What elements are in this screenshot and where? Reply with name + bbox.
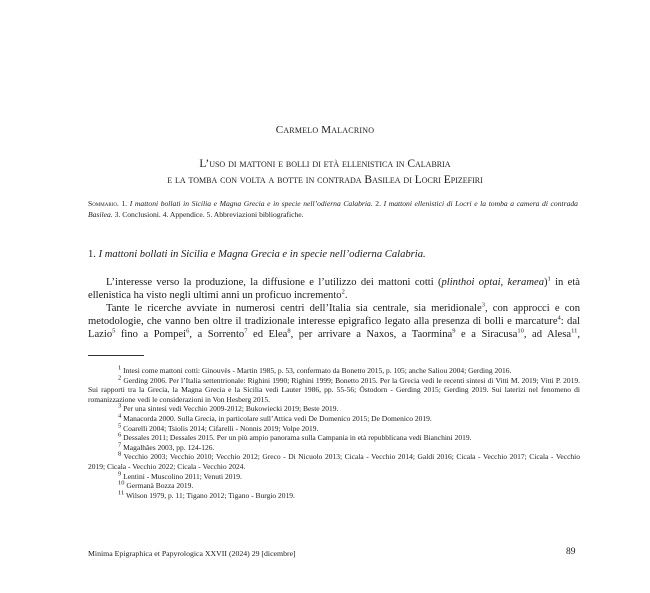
text-run: in età ellenistica ha visto negli ultimi anni un proficuo incremento <box>88 277 581 301</box>
footnote-number: 3 <box>118 402 122 410</box>
footnote-ref[interactable]: 3 <box>481 301 485 309</box>
text-run: , per arrivare a Naxos, a Taormina <box>290 329 453 340</box>
paragraph-2 <box>88 302 580 341</box>
footnote-ref[interactable]: 2 <box>341 288 345 296</box>
text-run: ed Elea <box>247 329 288 340</box>
footnote-text: Wilson 1979, p. 11; Tigano 2012; Tigano - Burgio 2019. <box>126 490 295 500</box>
footnote <box>88 472 580 482</box>
text-run: , <box>577 329 581 340</box>
footnote-ref[interactable]: 4 <box>557 314 561 322</box>
footnote-separator <box>88 355 144 356</box>
footnote-text: Dessales 2011; Dessales 2015. Per un più ampio panorama sulla Campania in età repubblicana vedi Bianchini 2019. <box>123 433 472 443</box>
text-run: ) <box>544 277 548 288</box>
paragraph-1 <box>88 276 580 302</box>
footnote-ref[interactable]: 11 <box>571 327 578 335</box>
summary <box>88 198 578 220</box>
footnote-number: 1 <box>118 364 122 372</box>
text-run: : dal Lazio <box>88 316 580 340</box>
footnote-ref[interactable]: 8 <box>287 327 291 335</box>
footnote-ref[interactable]: 7 <box>244 327 248 335</box>
summary-section-1: I mattoni bollati in Sicilia e Magna Grecia e in specie nell’odierna Calabria. <box>129 199 373 208</box>
footnote <box>88 452 580 471</box>
footnote-number: 8 <box>118 450 122 458</box>
text-run: fino a Pompei <box>115 329 187 340</box>
footnote-text: Per una sintesi vedi Vecchio 2009-2012; Bukowiecki 2019; Beste 2019. <box>123 404 339 414</box>
text-run: L’interesse verso la produzione, la diffusione e l’utilizzo dei mattoni cotti ( <box>106 277 442 288</box>
text-run: . <box>344 290 348 301</box>
footnote-number: 11 <box>118 489 125 497</box>
footnote-number: 6 <box>118 431 122 439</box>
summary-label: Sommario. <box>88 199 119 208</box>
footnote-text: Gerding 2006. Per l’Italia settentrionale: Righini 1990; Righini 1999; Bonetto 2015. Per la Grecia vedi le recenti sintesi di Vitti M. 2019; Vitti P. 2019. Sui rapporti tra la Grecia, la Magna Grecia e la Sicilia vedi Lauter 1986, pp. 55-56; Östodorn - Gerding 2015; Gerding 2019. Sui laterizi nel fenomeno di romanizzazione vedi le considerazioni in Von Hesberg 2015. <box>88 375 581 404</box>
footnote <box>88 491 580 501</box>
summary-num-2: 2. <box>375 199 381 208</box>
footnote <box>88 443 580 453</box>
text-run: , ad Alesa <box>523 329 572 340</box>
footnotes <box>88 366 580 500</box>
text-run: , con approcci e con metodologie, che vanno ben oltre il tradizionale interesse epigrafico legato alla presenza di bolli e marcature <box>88 303 580 327</box>
footnote-text: Vecchio 2003; Vecchio 2010; Vecchio 2012; Greco - Di Nicuolo 2013; Cicala - Vecchio 2014; Galdi 2016; Cicala - Vecchio 2017; Cicala - Vecchio 2019; Cicala - Vecchio 2022; Cicala - Vecchio 2024. <box>88 452 580 471</box>
footnote-number: 10 <box>118 479 125 487</box>
footnote <box>88 481 580 491</box>
footnote-text: Magalhães 2003, pp. 124-126. <box>123 442 215 452</box>
greek-terms: plinthoi optai, keramea <box>441 277 544 288</box>
text-run: e a Siracusa <box>455 329 518 340</box>
summary-section-2: I mattoni ellenistici di Locri e la tomba a camera di contrada Basilea. <box>88 199 578 219</box>
paper-title <box>0 156 650 188</box>
footnote <box>88 433 580 443</box>
page-number: 89 <box>566 547 576 557</box>
footnote-number: 2 <box>118 374 122 382</box>
summary-sections-rest: 3. Conclusioni. 4. Appendice. 5. Abbreviazioni bibliografiche. <box>114 210 304 219</box>
footnote-ref[interactable]: 6 <box>186 327 190 335</box>
footnote-number: 4 <box>118 412 122 420</box>
footnote-text: Germanà Bozza 2019. <box>126 481 194 491</box>
summary-num-1: 1. <box>121 199 128 208</box>
title-line-2: e la tomba con volta a botte in contrada Basilea di Locri Epizefiri <box>167 174 483 186</box>
section-number: 1. <box>88 249 96 260</box>
section-heading <box>88 248 578 262</box>
footnote <box>88 414 580 424</box>
footnote-text: Lentini - Muscolino 2011; Venuti 2019. <box>123 471 242 481</box>
text-run: , a Sorrento <box>189 329 245 340</box>
footnote-number: 5 <box>118 422 122 430</box>
footnote-number: 9 <box>118 470 122 478</box>
footnote-number: 7 <box>118 441 122 449</box>
footnote <box>88 424 580 434</box>
title-line-1: L’uso di mattoni e bolli di età ellenistica in Calabria <box>199 158 451 170</box>
footnote-text: Coarelli 2004; Tsiolis 2014; Cifarelli - Nonnis 2019; Volpe 2019. <box>123 423 319 433</box>
footnote-text: Intesi come mattoni cotti: Ginouvès - Martin 1985, p. 53, confermato da Bonetto 2015, p. 105; anche Saliou 2004; Gerding 2016. <box>123 366 512 375</box>
footnote <box>88 404 580 414</box>
text-run: Tante le ricerche avviate in numerosi centri dell’Italia sia centrale, sia meridionale <box>106 303 482 314</box>
footnote-text: Manacorda 2000. Sulla Grecia, in particolare sull’Attica vedi De Domenico 2015; De Domenico 2019. <box>123 413 432 423</box>
author-name: Carmelo Malacrino <box>275 124 375 136</box>
footnote-ref[interactable]: 5 <box>112 327 116 335</box>
footnote <box>88 366 580 376</box>
journal-footer: Minima Epigraphica et Papyrologica XXVII (2024) 29 [dicembre] <box>88 549 296 558</box>
footnote-ref[interactable]: 10 <box>517 327 524 335</box>
body-text <box>88 276 580 341</box>
footnote <box>88 376 580 405</box>
section-title: I mattoni bollati in Sicilia e Magna Grecia e in specie nell’odierna Calabria. <box>98 249 426 260</box>
footnote-ref[interactable]: 1 <box>547 275 551 283</box>
footnote-ref[interactable]: 9 <box>452 327 456 335</box>
